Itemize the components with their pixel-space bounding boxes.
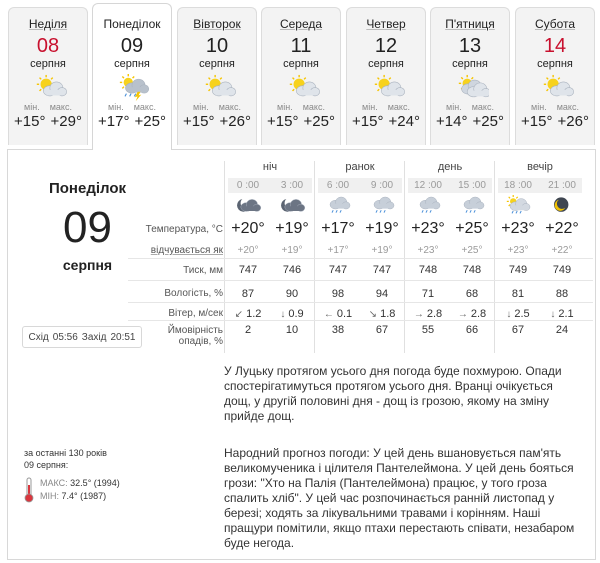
day-tab[interactable] — [430, 7, 510, 145]
day-tab[interactable] — [346, 7, 426, 145]
wind-label: Вітер, м/сек — [168, 308, 223, 319]
hour-precip-probability: 10 — [285, 324, 299, 336]
day-tab-weekday[interactable]: Субота — [534, 17, 576, 31]
partly-cloudy-icon — [367, 74, 405, 102]
day-tab-min-temp: +14° — [436, 113, 468, 130]
hour-precip-probability: 67 — [375, 324, 389, 336]
hour-humidity: 98 — [331, 288, 345, 300]
hour-time: 18 :00 — [504, 180, 532, 191]
min-label: мін. — [446, 102, 462, 112]
thermometer-icon — [24, 477, 34, 503]
hour-feels-like: +17° — [327, 245, 349, 256]
day-tab[interactable] — [177, 7, 257, 145]
hour-wind-speed: 0.1 — [336, 308, 353, 320]
partly-cloudy-icon — [29, 74, 67, 102]
hour-temperature: +17° — [321, 220, 355, 237]
day-tab-number: 11 — [290, 35, 312, 57]
period-divider — [404, 161, 405, 353]
hour-humidity: 90 — [285, 288, 299, 300]
precip-label-1: Ймовірність — [167, 325, 223, 336]
min-label: мін. — [108, 102, 124, 112]
rain-cloud-icon — [316, 195, 360, 219]
hour-wind — [270, 308, 314, 320]
row-divider — [128, 258, 593, 259]
min-label: мін. — [277, 102, 293, 112]
period-label: ранок — [345, 161, 375, 173]
hour-feels-like: +19° — [281, 245, 303, 256]
day-tab-number: 13 — [458, 35, 482, 57]
day-tab-min-temp: +15° — [14, 113, 46, 130]
selected-day-number: 09 — [63, 203, 112, 252]
day-tab-month: серпня — [30, 58, 66, 70]
hour-feels-like: +20° — [237, 245, 259, 256]
day-tab-month: серпня — [368, 58, 404, 70]
hour-precip-probability: 2 — [244, 324, 252, 336]
folk-heading: Народний прогноз погоди: — [224, 446, 370, 460]
feels-like-label[interactable]: відчувається як — [150, 245, 223, 256]
wind-direction-icon: → — [413, 309, 424, 320]
day-tab-month: серпня — [114, 58, 150, 70]
rain-cloud-icon — [360, 195, 404, 219]
history-period: за останні 130 років — [24, 448, 107, 458]
hour-wind-speed: 2.8 — [426, 308, 443, 320]
folk-forecast — [224, 446, 579, 551]
hour-pressure: 747 — [328, 264, 348, 276]
day-tab[interactable] — [515, 7, 595, 145]
sunrise-time: 05:56 — [52, 331, 78, 343]
hour-temperature: +19° — [365, 220, 399, 237]
record-min-label: МІН: — [40, 491, 59, 501]
sunrise-label: Схід — [28, 331, 49, 343]
hour-humidity: 87 — [241, 288, 255, 300]
hour-wind-speed: 2.5 — [514, 308, 530, 320]
day-tab-max-temp: +24° — [388, 113, 420, 130]
partly-cloudy-icon — [282, 74, 320, 102]
day-description: У Луцьку протягом усього дня погода буде похмурою. Опади спостерігатимуться протягом усього дня. Вранці очікується дощ, у другій половині дня - дощ із грозою, якому на зміну прийде дощ. — [224, 364, 562, 423]
hour-humidity: 81 — [511, 288, 525, 300]
day-tab-max-temp: +25° — [472, 113, 504, 130]
max-label: макс. — [471, 102, 494, 112]
max-label: макс. — [556, 102, 579, 112]
hour-temperature: +19° — [275, 220, 309, 237]
period-label: день — [437, 161, 463, 173]
hour-temperature: +23° — [501, 220, 535, 237]
min-label: мін. — [193, 102, 209, 112]
hour-wind — [406, 308, 450, 320]
hour-pressure: 748 — [462, 264, 482, 276]
hour-feels-like: +23° — [507, 245, 529, 256]
wind-direction-icon: ↓ — [280, 309, 286, 320]
hour-precip-probability: 24 — [555, 324, 569, 336]
thunderstorm-icon — [113, 74, 151, 102]
wind-direction-icon: ↘ — [368, 309, 378, 320]
hour-wind — [496, 308, 540, 320]
min-label: мін. — [362, 102, 378, 112]
hour-pressure: 749 — [552, 264, 572, 276]
day-tab-number: 09 — [120, 35, 144, 57]
hour-precip-probability: 67 — [511, 324, 525, 336]
hour-temperature: +25° — [455, 220, 489, 237]
day-tab-weekday[interactable]: Понеділок — [103, 17, 161, 31]
day-tab-number: 08 — [36, 35, 60, 57]
day-tab-max-temp: +29° — [50, 113, 82, 130]
hour-humidity: 94 — [375, 288, 389, 300]
hour-wind — [226, 308, 270, 320]
period-divider — [494, 161, 495, 353]
day-tab-max-temp: +25° — [134, 113, 166, 130]
record-max-label: МАКС: — [40, 478, 68, 488]
folk-text: У цей день вшановується пам'ять великомученика і цілителя Пантелеймона. У цей день бояться грози: "Хто на Палія (Пантелеймона) працює, у того гроза спалить хліб". У цей час розпочинається ранній листопад у березі; ходять за лікувальними травами і корінням. Наші пращури помітили, якщо птахи перестають співати, незабаром буде негода. — [224, 446, 575, 550]
hour-feels-like: +22° — [551, 245, 573, 256]
hour-pressure: 747 — [238, 264, 258, 276]
night-cloudy-icon — [270, 195, 314, 219]
sunset-label: Захід — [81, 331, 107, 343]
history-date: 09 серпня: — [24, 460, 69, 470]
wind-direction-icon: ← — [323, 309, 334, 320]
selected-weekday: Понеділок — [48, 180, 127, 197]
cloudy-icon — [451, 74, 489, 102]
hour-pressure: 746 — [282, 264, 302, 276]
max-label: макс. — [49, 102, 72, 112]
humidity-label: Вологість, % — [164, 288, 223, 299]
hour-humidity: 71 — [421, 288, 435, 300]
hour-humidity: 88 — [555, 288, 569, 300]
day-tab-min-temp: +15° — [183, 113, 215, 130]
hour-wind-speed: 1.2 — [246, 308, 262, 320]
day-tab-month: серпня — [537, 58, 573, 70]
hour-precip-probability: 38 — [331, 324, 345, 336]
row-divider — [128, 302, 593, 303]
hour-wind — [540, 308, 584, 320]
day-tabs — [0, 0, 600, 150]
day-tab-min-temp: +15° — [352, 113, 384, 130]
day-tab[interactable] — [92, 3, 172, 150]
hour-pressure: 749 — [508, 264, 528, 276]
partly-cloudy-icon — [198, 74, 236, 102]
min-label: мін. — [531, 102, 547, 112]
wind-direction-icon: ↙ — [234, 309, 244, 320]
hour-time: 0 :00 — [236, 180, 260, 191]
day-tab[interactable] — [8, 7, 88, 145]
day-tab-max-temp: +25° — [303, 113, 335, 130]
period-divider — [314, 161, 315, 353]
hour-wind-speed: 2.8 — [470, 308, 487, 320]
rain-sun-icon — [496, 195, 540, 219]
day-tab-min-temp: +15° — [521, 113, 553, 130]
hour-time: 15 :00 — [458, 180, 486, 191]
period-label: ніч — [262, 161, 278, 173]
day-tab-min-temp: +15° — [267, 113, 299, 130]
day-tab-weekday[interactable]: Неділя — [28, 17, 68, 31]
hour-wind — [450, 308, 494, 320]
partly-cloudy-icon — [536, 74, 574, 102]
selected-month: серпня — [62, 257, 113, 273]
day-tab[interactable] — [261, 7, 341, 145]
hour-wind-speed: 1.8 — [380, 308, 396, 320]
day-tab-month: серпня — [452, 58, 488, 70]
hour-feels-like: +23° — [417, 245, 439, 256]
precip-label-2: опадів, % — [178, 336, 223, 347]
hour-pressure: 747 — [372, 264, 392, 276]
day-tab-weekday[interactable]: П'ятниця — [445, 17, 495, 31]
hour-temperature: +22° — [545, 220, 579, 237]
min-label: мін. — [24, 102, 40, 112]
max-label: макс. — [387, 102, 410, 112]
day-tab-number: 14 — [543, 35, 567, 57]
temp-label: Температура, °С — [145, 224, 223, 235]
day-tab-min-temp: +17° — [98, 113, 130, 130]
rain-cloud-icon — [406, 195, 450, 219]
day-tab-weekday[interactable]: Середа — [279, 17, 323, 31]
period-divider — [224, 161, 225, 353]
record-min-value: 7.4° (1987) — [61, 491, 107, 501]
wind-direction-icon: ↓ — [550, 309, 556, 320]
pressure-label: Тиск, мм — [183, 265, 223, 276]
max-label: макс. — [133, 102, 156, 112]
night-clear-icon — [540, 195, 584, 219]
historical-records — [24, 447, 184, 503]
sunset-time: 20:51 — [110, 331, 136, 343]
record-max-value: 32.5° (1994) — [70, 478, 120, 488]
wind-direction-icon: ↓ — [506, 309, 512, 320]
hour-wind-speed: 2.1 — [558, 308, 574, 320]
hour-temperature: +23° — [411, 220, 445, 237]
hour-wind — [360, 308, 404, 320]
hour-pressure: 748 — [418, 264, 438, 276]
day-tab-weekday[interactable]: Четвер — [366, 17, 406, 31]
rain-cloud-icon — [450, 195, 494, 219]
day-tab-number: 12 — [374, 35, 398, 57]
hour-precip-probability: 66 — [465, 324, 479, 336]
max-label: макс. — [302, 102, 325, 112]
hourly-forecast-table — [8, 150, 597, 350]
row-divider — [128, 320, 593, 321]
hour-time: 21 :00 — [548, 180, 576, 191]
hour-wind-speed: 0.9 — [288, 308, 304, 320]
hour-precip-probability: 55 — [421, 324, 435, 336]
row-divider — [128, 280, 593, 281]
day-tab-max-temp: +26° — [219, 113, 251, 130]
hour-time: 3 :00 — [280, 180, 304, 191]
day-detail-panel — [7, 149, 596, 560]
hour-time: 12 :00 — [414, 180, 442, 191]
hour-wind — [316, 308, 360, 320]
hour-temperature: +20° — [231, 220, 265, 237]
hour-feels-like: +19° — [371, 245, 393, 256]
hour-feels-like: +25° — [461, 245, 483, 256]
hour-time: 9 :00 — [370, 180, 394, 191]
day-tab-max-temp: +26° — [557, 113, 589, 130]
night-cloudy-icon — [226, 195, 270, 219]
day-tab-month: серпня — [199, 58, 235, 70]
day-tab-weekday[interactable]: Вівторок — [193, 17, 241, 31]
hour-time: 6 :00 — [326, 180, 350, 191]
day-tab-number: 10 — [205, 35, 229, 57]
hour-humidity: 68 — [465, 288, 479, 300]
period-label: вечір — [527, 161, 553, 173]
wind-direction-icon: → — [457, 309, 468, 320]
max-label: макс. — [218, 102, 241, 112]
day-tab-month: серпня — [283, 58, 319, 70]
